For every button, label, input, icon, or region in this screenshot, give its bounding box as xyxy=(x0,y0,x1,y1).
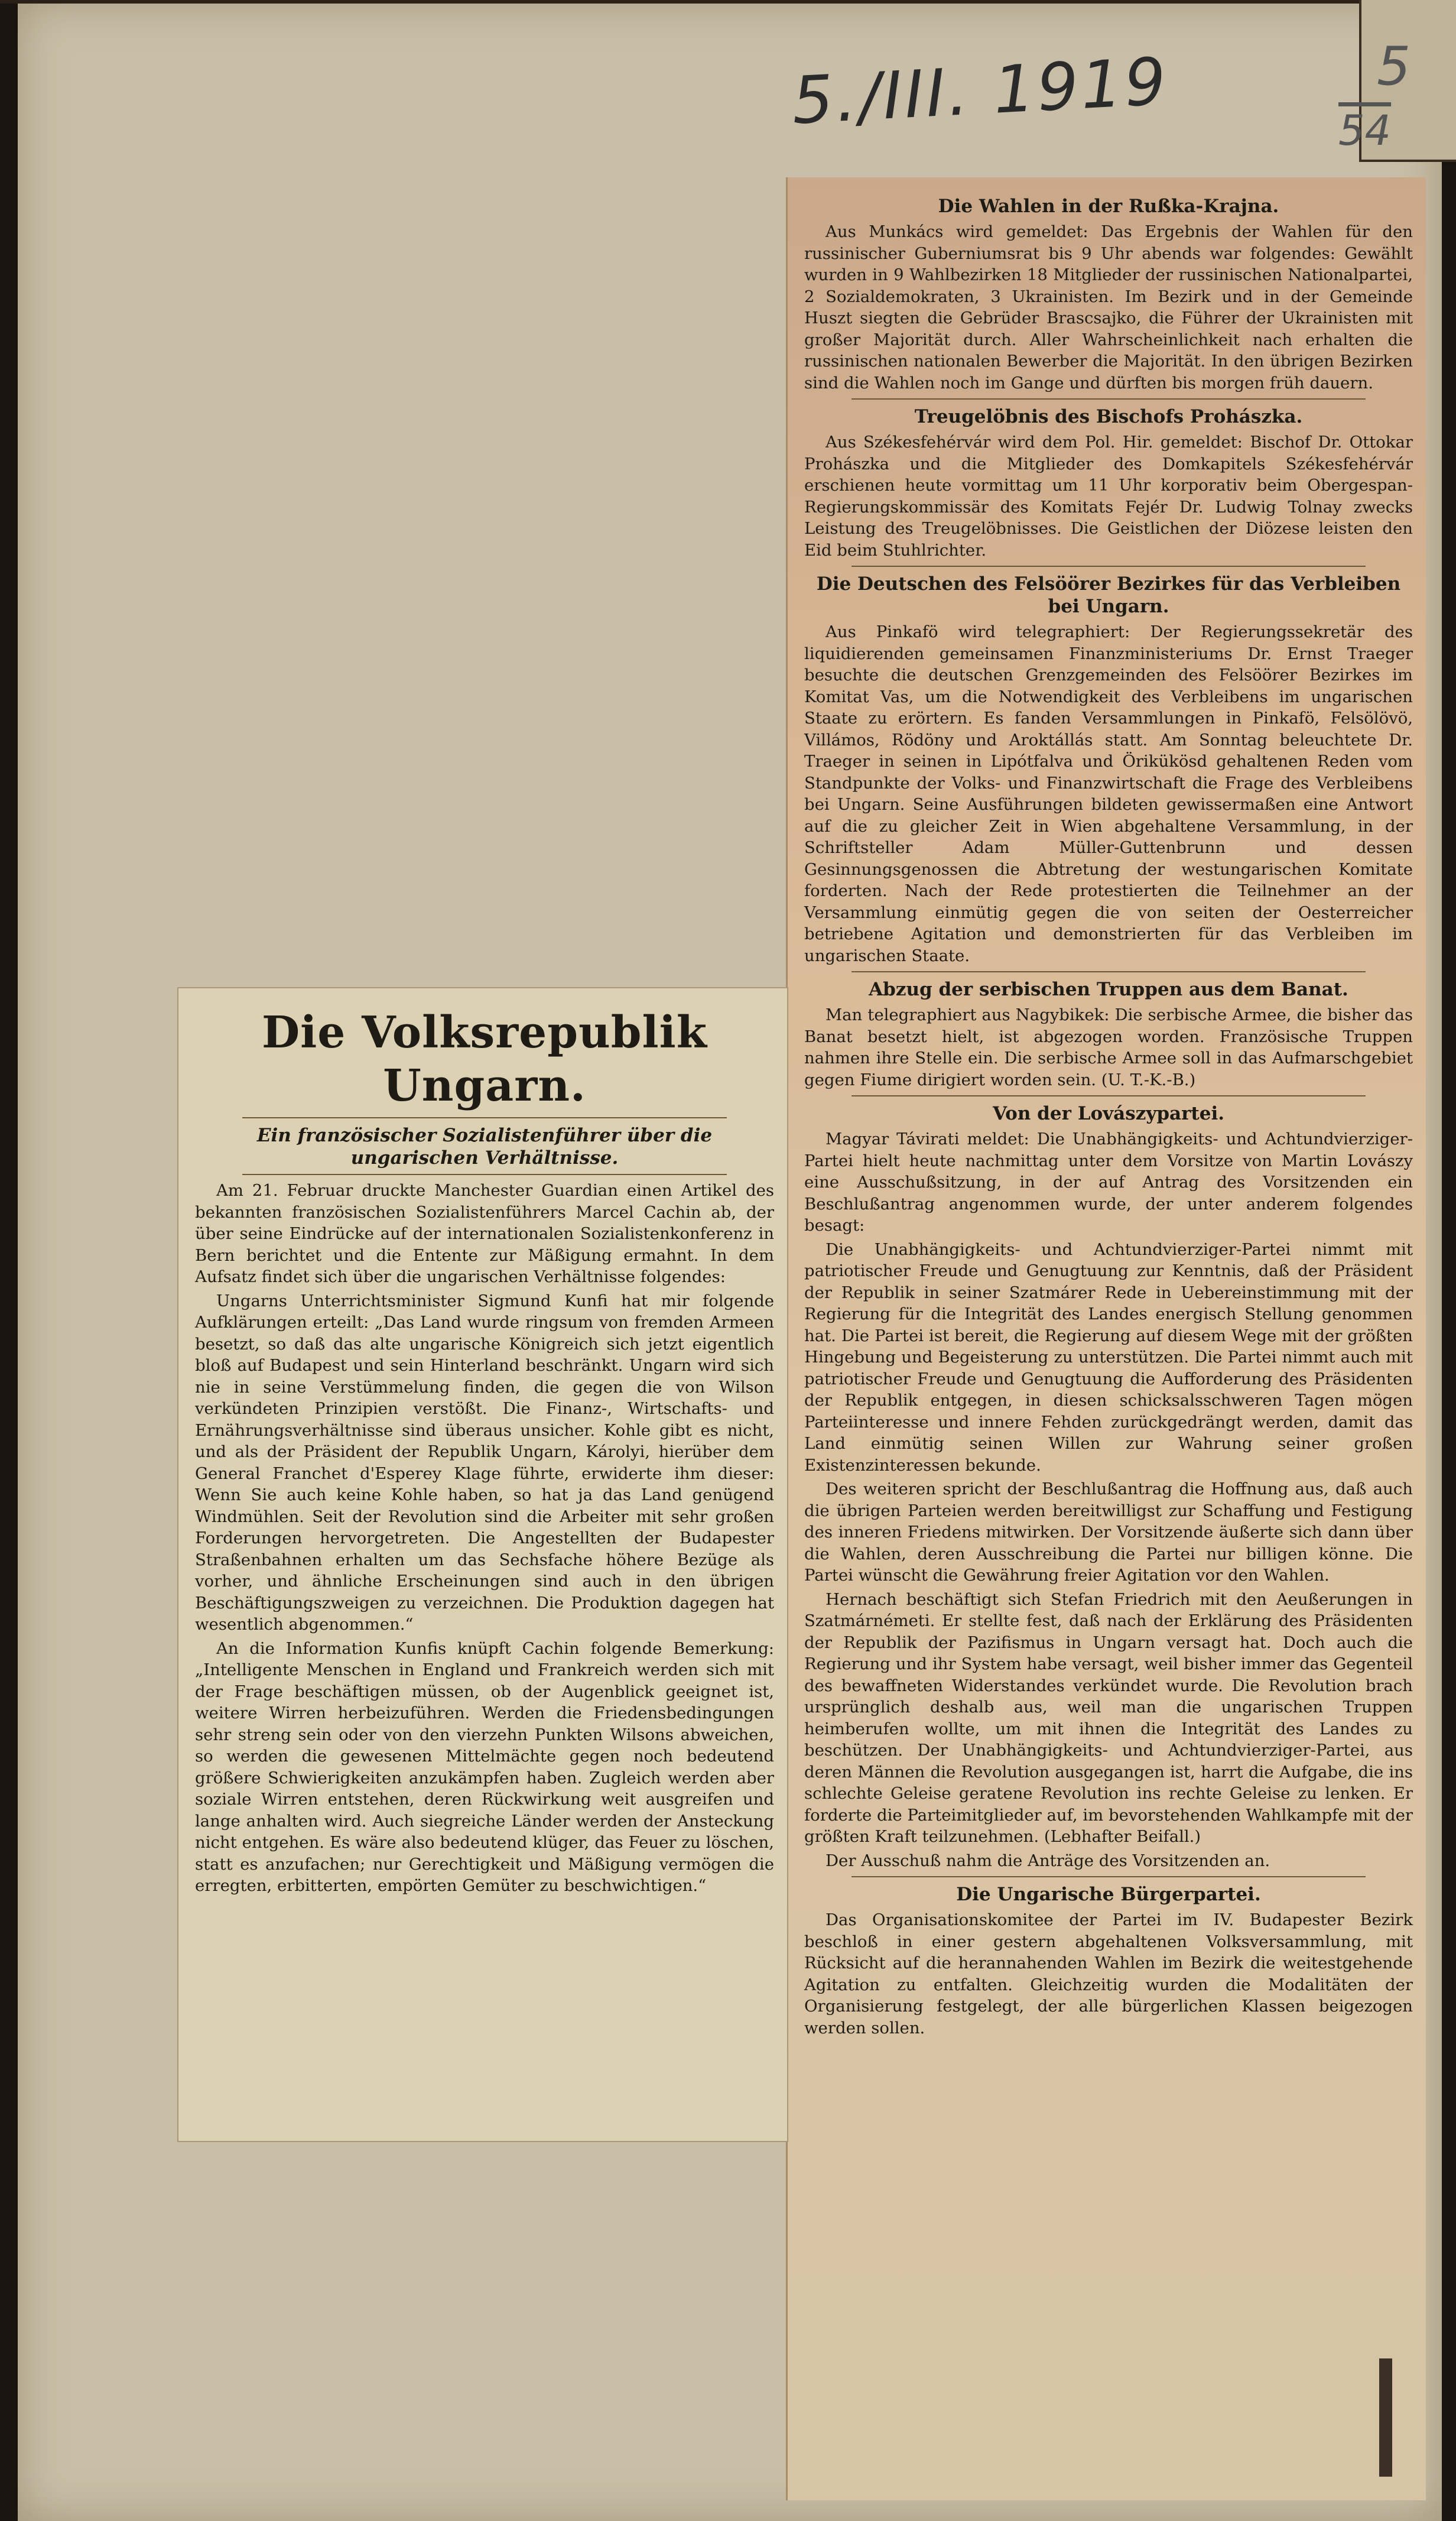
divider xyxy=(852,398,1366,400)
divider xyxy=(852,971,1366,972)
divider xyxy=(242,1117,727,1118)
subheadline: Ein französischer Sozialistenführer über die ungarischen Verhältnisse. xyxy=(256,1125,713,1169)
article-paragraph: An die Information Kunfis knüpft Cachin folgende Bemerkung: „Intelligente Menschen in England und Frankreich werden sich mit der Frage beschäftigen müssen, ob der Augenblick geeignet ist, weitere Wirren herbeizuführen. Werden die Friedensbedingungen sehr streng sein oder von den vierzehn Punkten Wilsons abweichen, so werden die gewesenen Mittelmächte gegen noch bedeutend größere Schwierigkeiten anzukämpfen haben. Zugleich werden aber soziale Wirren entstehen, deren Rückwirkung weit ausgreifen und lange anhalten wird. Auch siegreiche Länder werden der Ansteckung nicht entgehen. Es wäre also bedeutend klüger, das Feuer zu löschen, statt es anzufachen; nur Gerechtigkeit und Mäßigung vermögen die erregten, erbitterten, empörten Gemüter zu beschwichtigen.“ xyxy=(195,1639,774,1895)
article-column-right xyxy=(804,189,1413,2488)
divider xyxy=(242,1174,727,1175)
top-edge xyxy=(0,0,1456,4)
article-title: Treugelöbnis des Bischofs Prohászka. xyxy=(914,406,1303,427)
article-paragraph: Hernach beschäftigt sich Stefan Friedrich mit den Aeußerungen in Szatmárnémeti. Er stellte fest, daß nach der Erklärung des Präsidenten der Republik der Pazifismus in Ungarn versagt hat. Doch auch die Regierung und ihr System habe versagt, weil bisher immer das Gegenteil des bewaffneten Widerstandes verkündet wurde. Die Revolution brach ursprünglich deshalb aus, weil man die ungarischen Truppen heimberufen wollte, um mit ihnen die Integrität des Landes zu beschützen. Der Unabhängigkeits- und Achtundvierziger-Partei, aus deren Männen die Revolution ausgegangen ist, harrt die Aufgabe, die ins schlechte Geleise geratene Revolution ins rechte Geleise zu lenken. Er forderte die Parteimitglieder auf, im bevorstehenden Wahlkampfe mit der größten Kraft teilzunehmen. (Lebhafter Beifall.) xyxy=(804,1589,1413,1846)
handwritten-date: 5./III. 1919 xyxy=(790,43,1171,139)
article-column-left xyxy=(195,1000,774,2129)
article-paragraph: Aus Székesfehérvár wird dem Pol. Hir. gemeldet: Bischof Dr. Ottokar Prohászka und die Mitglieder des Domkapitels Székesfehérvár erschienen heute vormittag um 11 Uhr korporativ beim Obergespan-Regierungskommissär des Komitats Fejér Dr. Ludwig Tolnay zwecks Leistung des Treugelöbnisses. Die Geistlichen der Diözese leisten den Eid beim Stuhlrichter. xyxy=(804,433,1413,560)
scan-shadow xyxy=(1379,2358,1392,2477)
article-paragraph: Des weiteren spricht der Beschlußantrag die Hoffnung aus, daß auch die übrigen Parteien werden bereitwilligst zur Schaffung und Festigung des inneren Friedens mitwirken. Der Vorsitzende äußerte sich dann über die Wahlen, deren Ausschreibung die Partei nur billigen könne. Die Partei wünscht die Gewährung freier Agitation vor den Wahlen. xyxy=(804,1479,1413,1585)
archive-number-bottom: 54 xyxy=(1338,106,1392,155)
divider xyxy=(852,1876,1366,1877)
divider xyxy=(852,1095,1366,1096)
article-paragraph: Die Unabhängigkeits- und Achtundvierziger-Partei nimmt mit patriotischer Freude und Genugtuung zur Kenntnis, daß der Präsident der Republik in seiner Szatmárer Rede in Uebereinstimmung mit der Regierung für die Integrität des Landes energisch Stellung genommen hat. Die Partei ist bereit, die Regierung auf diesem Wege mit der größten Hingebung und Begeisterung zu unterstützen. Die Partei nimmt auch mit patriotischer Freude und Genugtuung die Aufforderung des Präsidenten der Republik entgegen, in diesen schicksalsschweren Tagen mögen Parteiinteresse und innere Fehden zurückgedrängt werden, damit das Land einmütig seinen Willen zur Wahrung seiner großen Existenzinteressen bekunde. xyxy=(804,1240,1413,1475)
article-title: Die Deutschen des Felsöörer Bezirkes für das Verbleiben bei Ungarn. xyxy=(816,573,1401,617)
article-paragraph: Aus Munkács wird gemeldet: Das Ergebnis der Wahlen für den russinischer Guberniumsrat bis 9 Uhr abends war folgendes: Gewählt wurden in 9 Wahlbezirken 18 Mitglieder der russinischen Nationalpartei, 2 Sozialdemokraten, 3 Ukrainisten. Im Bezirk und in der Gemeinde Huszt siegten die Gebrüder Brascsajko, die Führer der Ukrainisten mit großer Majorität durch. Aller Wahrscheinlichkeit nach erhalten die russinischen nationalen Bewerber die Majorität. In den übrigen Bezirken sind die Wahlen noch im Gange und dürften bis morgen früh dauern. xyxy=(804,222,1413,392)
article-title: Die Wahlen in der Rußka-Krajna. xyxy=(938,196,1279,217)
newspaper-clipping-right xyxy=(786,177,1426,2500)
article-paragraph: Am 21. Februar druckte Manchester Guardian einen Artikel des bekannten französischen Sozialistenführers Marcel Cachin ab, der über seine Eindrücke auf der internationalen Sozialistenkonferenz in Bern berichtet und die Entente zur Mäßigung ermahnt. In dem Aufsatz findet sich über die ungarischen Verhältnisse folgendes: xyxy=(195,1181,774,1286)
article-paragraph: Aus Pinkafö wird telegraphiert: Der Regierungssekretär des liquidierenden gemeinsamen Finanzministeriums Dr. Ernst Traeger besuchte die deutschen Grenzgemeinden des Felsöörer Bezirkes im Komitat Vas, um die Notwendigkeit des Verbleibens im ungarischen Staate zu erörtern. Es fanden Versammlungen in Pinkafö, Felsölövö, Villámos, Rödöny und Aroktállás statt. Am Sonntag beleuchtete Dr. Traeger in seinen in Lipótfalva und Örikükösd gehaltenen Reden vom Standpunkte der Volks- und Finanzwirtschaft die Frage des Verbleibens bei Ungarn. Seine Ausführungen bildeten gewissermaßen eine Antwort auf die zu gleicher Zeit in Wien abgehaltene Versammlung, in der Schriftsteller Adam Müller-Guttenbrunn und dessen Gesinnungsgenossen die Abtretung der westungarischen Komitate forderten. Nach der Rede protestierten die Teilnehmer an der Versammlung einmütig gegen die von seiten der Oesterreicher betriebene Agitation und demonstrierten für das Verbleiben im ungarischen Staate. xyxy=(804,622,1413,965)
article-paragraph: Magyar Távirati meldet: Die Unabhängigkeits- und Achtundvierziger-Partei hielt heute nachmittag unter dem Vorsitze von Martin Lovászy eine Ausschußsitzung, in der auf Antrag des Vorsitzenden ein Beschlußantrag angenommen wurde, der unter anderem folgendes besagt: xyxy=(804,1130,1413,1235)
article-paragraph: Man telegraphiert aus Nagybikek: Die serbische Armee, die bisher das Banat besetzt hielt, ist abgezogen worden. Französische Truppen nahmen ihre Stelle ein. Die serbische Armee soll in das Aufmarschgebiet gegen Fiume dirigiert worden sein. (U. T.-K.-B.) xyxy=(804,1005,1413,1089)
article-paragraph: Der Ausschuß nahm die Anträge des Vorsitzenden an. xyxy=(826,1851,1270,1870)
article-title: Die Ungarische Bürgerpartei. xyxy=(956,1884,1261,1905)
newspaper-clipping-left xyxy=(177,987,788,2142)
article-title: Abzug der serbischen Truppen aus dem Banat. xyxy=(869,979,1348,1000)
article-title: Von der Lovászypartei. xyxy=(992,1103,1225,1124)
archive-number-top: 5 xyxy=(1377,35,1411,98)
headline: Die Volksrepublik Ungarn. xyxy=(261,1007,707,1111)
article-paragraph: Ungarns Unterrichtsminister Sigmund Kunfi hat mir folgende Aufklärungen erteilt: „Das Land wurde ringsum von fremden Armeen besetzt, so daß das alte ungarische Königreich sich jetzt eigentlich bloß auf Budapest und sein Hinterland beschränkt. Ungarn wird sich nie in seine Verstümmelung finden, die gegen die von Wilson verkündeten Prinzipien verstößt. Die Finanz-, Wirtschafts- und Ernährungsverhältnisse sind überaus unsicher. Kohle gibt es nicht, und als der Präsident der Republik Ungarn, Károlyi, hierüber dem General Franchet d'Esperey Klage führte, erwiderte ihm dieser: Wenn Sie auch keine Kohle haben, so hat ja das Land genügend Windmühlen. Seit der Revolution sind die Arbeiter mit sehr großen Forderungen hervorgetreten. Die Angestellten der Budapester Straßenbahnen erhalten um das Sechsfache höhere Bezüge als vorher, und ähnliche Erscheinungen sind auch in den übrigen Beschäftigungszweigen zu verzeichnen. Die Produktion dagegen hat wesentlich abgenommen.“ xyxy=(195,1291,774,1634)
article-paragraph: Das Organisationskomitee der Partei im IV. Budapester Bezirk beschloß in einer gestern abgehaltenen Volksversammlung, mit Rücksicht auf die herannahenden Wahlen im Bezirk die weitestgehende Agitation zu entfalten. Gleichzeitig wurden die Modalitäten der Organisierung festgelegt, der alle bürgerlichen Klassen beigezogen werden sollen. xyxy=(804,1910,1413,2037)
divider xyxy=(852,566,1366,567)
